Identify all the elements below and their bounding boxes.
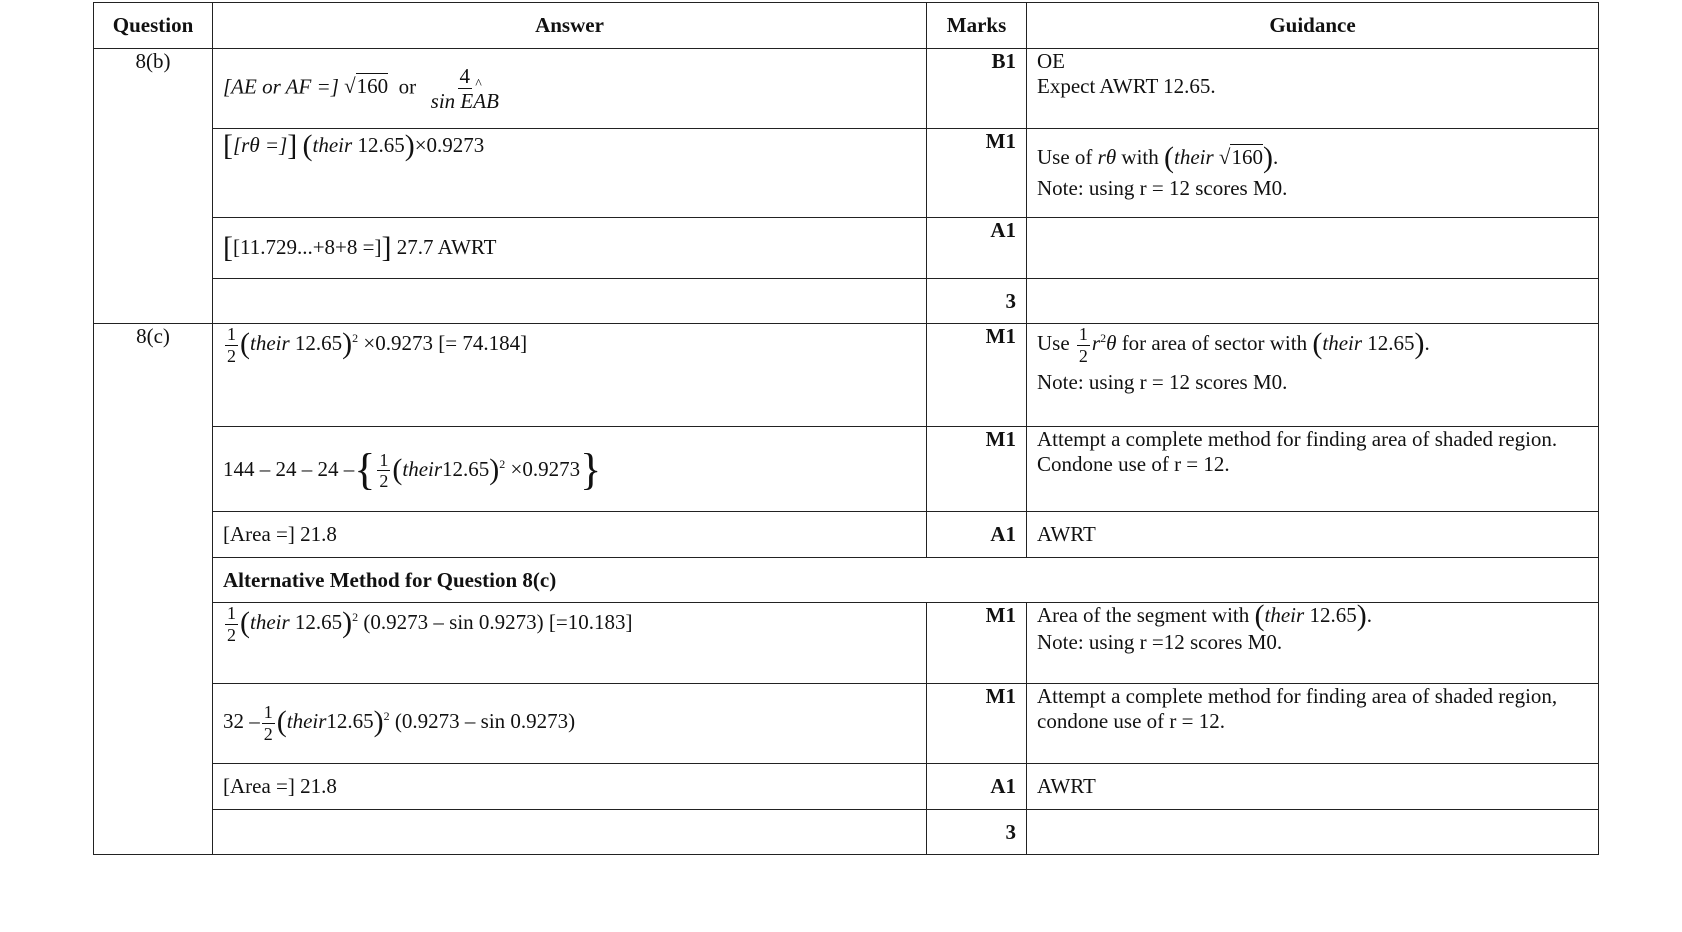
- mark-scheme-table: [93, 2, 1599, 855]
- answer-cell: [Area =] 21.8: [213, 512, 927, 558]
- or-text: or: [398, 74, 417, 99]
- guidance-cell: [1027, 599, 1599, 684]
- table-row: [94, 279, 1599, 324]
- table-row: [94, 512, 1599, 558]
- guidance-line: Area of the segment with (their 12.65).: [1037, 599, 1372, 632]
- table-row: [94, 764, 1599, 810]
- answer-cell: [Area =] 21.8: [213, 764, 927, 810]
- guidance-line: Use $\frac{1}{2}$ $r^2\theta$ for area of sector with (their 12.65).: [1037, 324, 1430, 366]
- guidance-cell: [1027, 279, 1599, 324]
- guidance-line: OE: [1037, 49, 1065, 73]
- table-row: [94, 427, 1599, 512]
- answer-cell: [213, 810, 927, 855]
- sqrt-expression: √160: [344, 74, 389, 99]
- guidance-cell: [1027, 324, 1599, 427]
- mark-cell: A1: [927, 512, 1027, 558]
- guidance-note: Note: using r = 12 scores M0.: [1037, 176, 1288, 200]
- guidance-note: Note: using r = 12 scores M0.: [1037, 370, 1288, 395]
- question-label: 8(c): [94, 324, 213, 855]
- table-row: [94, 218, 1599, 279]
- guidance-cell: AWRT: [1027, 512, 1599, 558]
- answer-cell: 144 – 24 – 24 –{ $\frac{1}{2}$ (their12.65)$^2$ ×0.9273}: [213, 427, 927, 512]
- answer-cell: [[11.729...+8+8 =]] 27.7 AWRT: [213, 218, 927, 279]
- answer-cell: [213, 279, 927, 324]
- total-mark: 3: [927, 810, 1027, 855]
- mark-cell: M1: [927, 129, 1027, 218]
- header-guidance: Guidance: [1027, 3, 1599, 49]
- header-answer: Answer: [213, 3, 927, 49]
- mark-cell: A1: [927, 218, 1027, 279]
- mark-cell: M1: [927, 427, 1027, 512]
- guidance-line: Expect AWRT 12.65.: [1037, 74, 1216, 98]
- mark-cell: M1: [927, 684, 1027, 764]
- mark-cell: M1: [927, 324, 1027, 427]
- table-row: [94, 49, 1599, 129]
- answer-prefix: [AE or AF =]: [223, 74, 339, 99]
- guidance-cell: AWRT: [1027, 764, 1599, 810]
- guidance-note: Note: using r =12 scores M0.: [1037, 630, 1283, 654]
- total-mark: 3: [927, 279, 1027, 324]
- guidance-line: Condone use of r = 12.: [1037, 452, 1230, 476]
- mark-cell: B1: [927, 49, 1027, 129]
- guidance-cell: [1027, 218, 1599, 279]
- table-row: [94, 324, 1599, 427]
- guidance-line: condone use of r = 12.: [1037, 709, 1225, 733]
- fraction: $\frac{4}{\text{sin E\textasciicircum{} AB}}$: [429, 64, 501, 113]
- header-row: [94, 3, 1599, 49]
- guidance-cell: [1027, 49, 1599, 129]
- mark-cell: M1: [927, 603, 1027, 684]
- guidance-line: Attempt a complete method for finding area of shaded region.: [1037, 427, 1558, 451]
- question-label: 8(b): [94, 49, 213, 324]
- answer-cell: 32 – $\frac{1}{2}$ (their12.65)$^2$ (0.9273 – sin 0.9273): [213, 684, 927, 764]
- guidance-line: Attempt a complete method for finding area of shaded region,: [1037, 684, 1558, 708]
- alternative-method-title: Alternative Method for Question 8(c): [213, 558, 1599, 603]
- answer-cell: [[rθ =]] (their 12.65)×0.9273: [213, 129, 927, 218]
- guidance-cell: [1027, 810, 1599, 855]
- table-row: [94, 129, 1599, 218]
- mark-cell: A1: [927, 764, 1027, 810]
- guidance-cell: [1027, 684, 1599, 764]
- answer-cell: [213, 49, 927, 129]
- guidance-cell: [1027, 129, 1599, 218]
- header-marks: Marks: [927, 3, 1027, 49]
- answer-cell: $\frac{1}{2}$ (their 12.65)$^2$ (0.9273 – sin 0.9273) [=10.183]: [213, 603, 927, 684]
- header-question: Question: [94, 3, 213, 49]
- table-row: [94, 558, 1599, 603]
- answer-cell: $\frac{1}{2}$ (their 12.65)$^2$ ×0.9273 [= 74.184]: [213, 324, 927, 427]
- table-row: [94, 810, 1599, 855]
- guidance-cell: [1027, 427, 1599, 512]
- table-row: [94, 684, 1599, 764]
- table-row: [94, 603, 1599, 684]
- guidance-line: Use of rθ with (their √160).: [1037, 141, 1279, 174]
